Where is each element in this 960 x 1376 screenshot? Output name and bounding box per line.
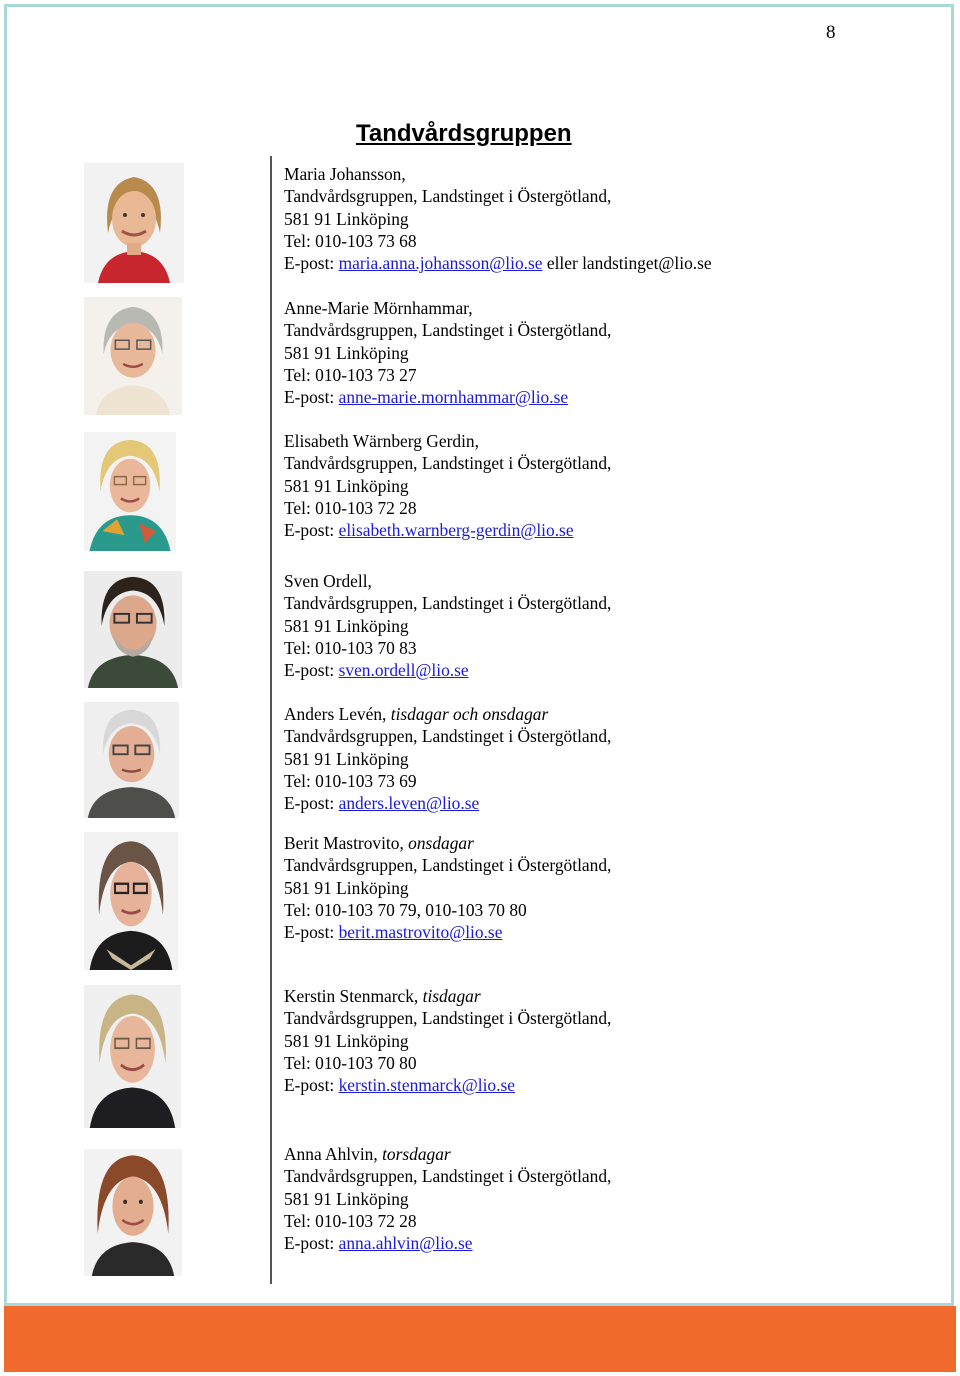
- contact-organization: Tandvårdsgruppen, Landstinget i Östergötland,: [284, 593, 612, 614]
- email-label: E-post:: [284, 1075, 335, 1096]
- portrait-photo: [84, 432, 176, 551]
- portrait-photo: [84, 163, 184, 283]
- contact-entry: [284, 297, 611, 408]
- email-link[interactable]: sven.ordell@lio.se: [338, 660, 469, 681]
- contact-name: Kerstin Stenmarck,: [284, 986, 419, 1006]
- contact-name: Maria Johansson,: [284, 164, 406, 184]
- contact-name: Elisabeth Wärnberg Gerdin,: [284, 431, 479, 451]
- contact-address: 581 91 Linköping: [284, 1188, 409, 1209]
- contact-organization: Tandvårdsgruppen, Landstinget i Östergötland,: [284, 320, 612, 341]
- email-link[interactable]: kerstin.stenmarck@lio.se: [338, 1075, 515, 1096]
- email-label: E-post:: [284, 793, 335, 814]
- portrait-photo: [84, 985, 181, 1128]
- portrait-photo: [84, 297, 182, 415]
- contact-organization: Tandvårdsgruppen, Landstinget i Östergötland,: [284, 186, 612, 207]
- contact-phone: Tel: 010-103 70 80: [284, 1052, 417, 1073]
- email-label: E-post:: [284, 253, 335, 274]
- footer-band: [4, 1306, 956, 1372]
- contact-address: 581 91 Linköping: [284, 1030, 409, 1051]
- contact-phone: Tel: 010-103 73 68: [284, 230, 417, 251]
- contact-address: 581 91 Linköping: [284, 615, 409, 636]
- contact-organization: Tandvårdsgruppen, Landstinget i Östergötland,: [284, 1166, 612, 1187]
- email-link[interactable]: berit.mastrovito@lio.se: [338, 922, 503, 943]
- contact-phone: Tel: 010-103 73 27: [284, 364, 417, 385]
- contact-name: Sven Ordell,: [284, 571, 372, 591]
- contact-name: Anne-Marie Mörnhammar,: [284, 298, 473, 318]
- contact-phone: Tel: 010-103 72 28: [284, 1210, 417, 1231]
- portrait-photo: [84, 1149, 182, 1276]
- email-link[interactable]: anders.leven@lio.se: [338, 793, 480, 814]
- contact-organization: Tandvårdsgruppen, Landstinget i Östergötland,: [284, 855, 612, 876]
- contact-entry: [284, 703, 611, 814]
- contact-organization: Tandvårdsgruppen, Landstinget i Östergötland,: [284, 453, 612, 474]
- contact-days: tisdagar: [422, 986, 481, 1006]
- portrait-photo: [84, 832, 178, 970]
- contact-phone: Tel: 010-103 70 83: [284, 637, 417, 658]
- email-link[interactable]: maria.anna.johansson@lio.se: [338, 253, 543, 274]
- contact-organization: Tandvårdsgruppen, Landstinget i Östergötland,: [284, 726, 612, 747]
- email-label: E-post:: [284, 922, 335, 943]
- contact-address: 581 91 Linköping: [284, 475, 409, 496]
- contact-phone: Tel: 010-103 72 28: [284, 497, 417, 518]
- contact-address: 581 91 Linköping: [284, 748, 409, 769]
- email-label: E-post:: [284, 1233, 335, 1254]
- contact-entry: [284, 832, 611, 943]
- contact-phone: Tel: 010-103 70 79, 010-103 70 80: [284, 899, 527, 920]
- contact-address: 581 91 Linköping: [284, 342, 409, 363]
- portrait-photo: [84, 571, 182, 688]
- page-title: Tandvårdsgruppen: [356, 120, 572, 147]
- contact-address: 581 91 Linköping: [284, 208, 409, 229]
- contact-entry: [284, 1143, 611, 1254]
- email-alternative: eller landstinget@lio.se: [546, 253, 712, 274]
- column-divider: [270, 156, 272, 1284]
- contact-entry: [284, 985, 611, 1096]
- email-link[interactable]: anne-marie.mornhammar@lio.se: [338, 387, 569, 408]
- contact-name: Anna Ahlvin,: [284, 1144, 378, 1164]
- contact-entry: [284, 163, 712, 274]
- contact-entry: [284, 570, 611, 681]
- contact-days: tisdagar och onsdagar: [390, 704, 549, 724]
- contact-phone: Tel: 010-103 73 69: [284, 770, 417, 791]
- email-link[interactable]: elisabeth.warnberg-gerdin@lio.se: [338, 520, 574, 541]
- email-link[interactable]: anna.ahlvin@lio.se: [338, 1233, 473, 1254]
- email-label: E-post:: [284, 520, 335, 541]
- email-label: E-post:: [284, 387, 335, 408]
- portrait-photo: [84, 702, 179, 818]
- contact-name: Berit Mastrovito,: [284, 833, 404, 853]
- contact-entry: [284, 430, 611, 541]
- contact-organization: Tandvårdsgruppen, Landstinget i Östergötland,: [284, 1008, 612, 1029]
- contact-days: onsdagar: [408, 833, 474, 853]
- page-number: 8: [826, 22, 836, 43]
- contact-address: 581 91 Linköping: [284, 877, 409, 898]
- contact-name: Anders Levén,: [284, 704, 387, 724]
- contact-days: torsdagar: [382, 1144, 451, 1164]
- email-label: E-post:: [284, 660, 335, 681]
